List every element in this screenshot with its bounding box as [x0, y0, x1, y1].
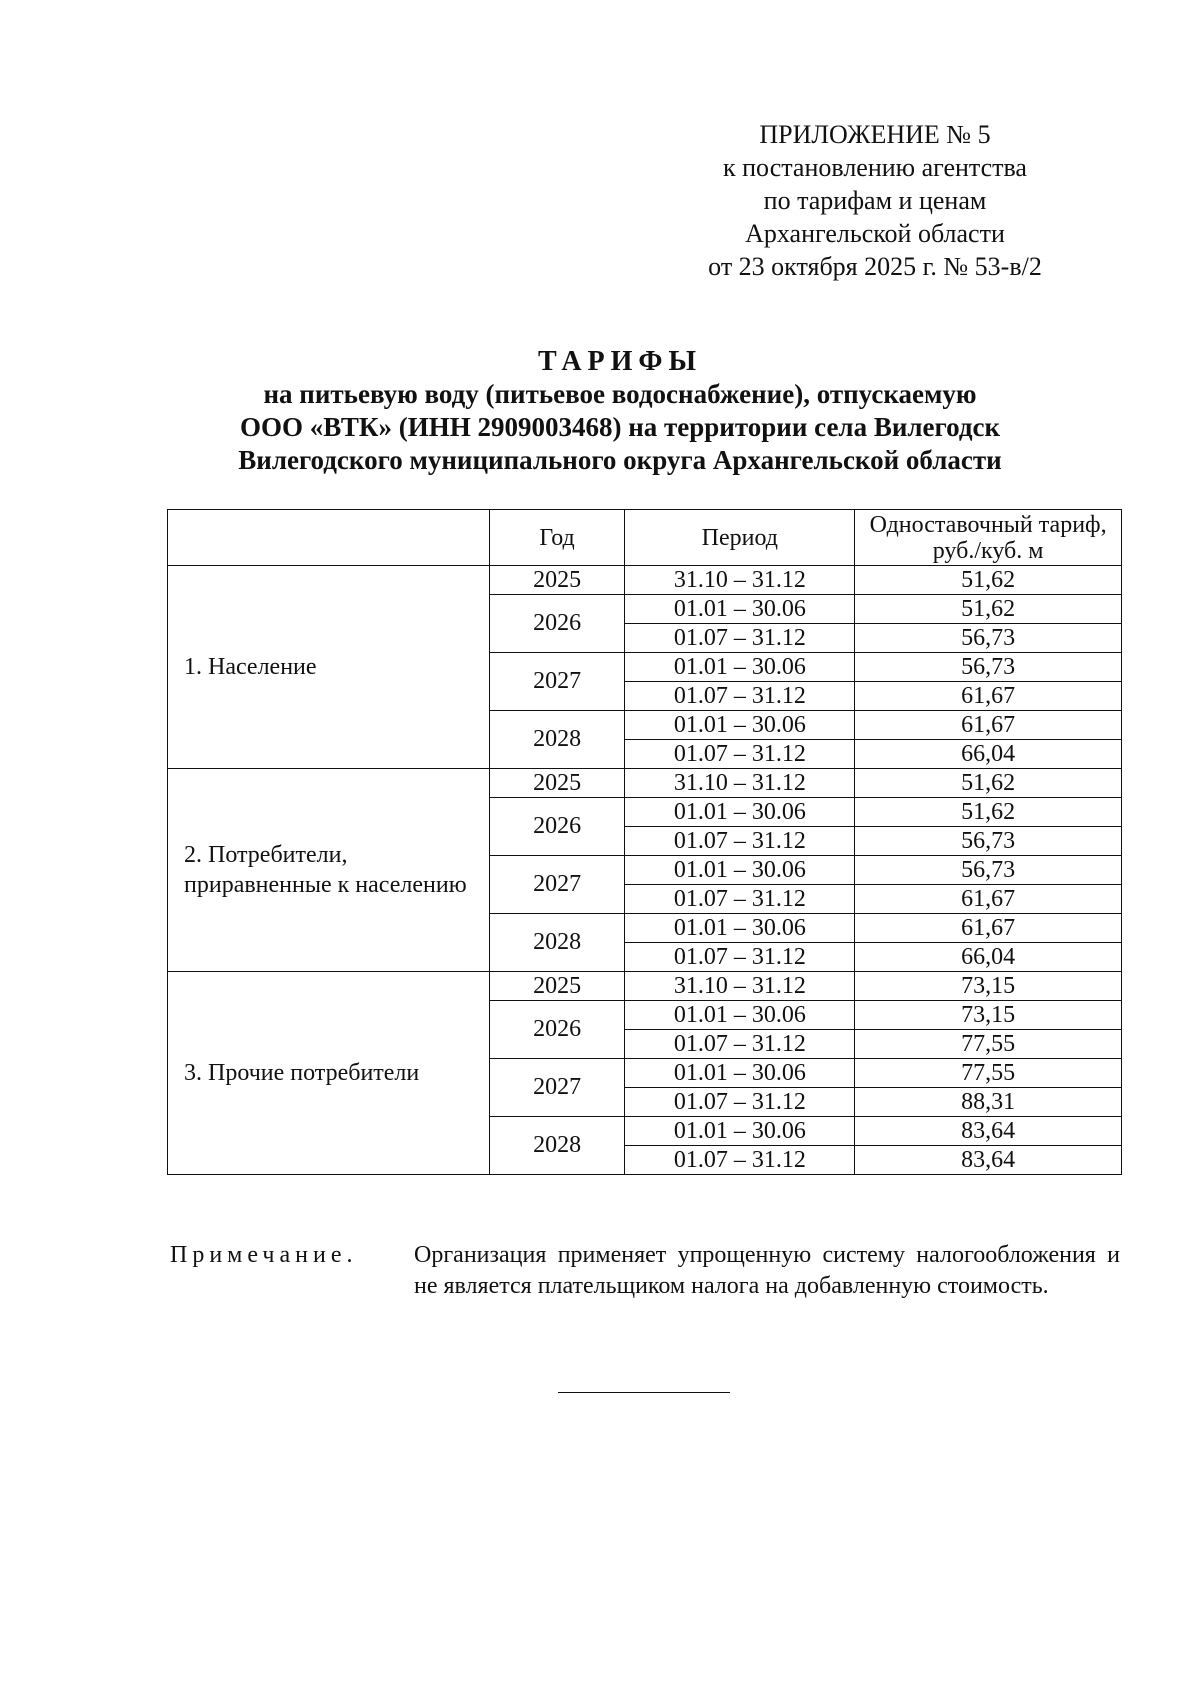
category-label: 1. Население	[184, 654, 317, 680]
tariff-cell: 61,67	[855, 885, 1122, 914]
period-cell: 01.01 – 30.06	[625, 914, 855, 943]
period-cell: 01.07 – 31.12	[625, 1088, 855, 1117]
table-header-row	[168, 510, 1122, 566]
year-cell: 2028	[489, 1117, 625, 1175]
period-cell: 01.01 – 30.06	[625, 595, 855, 624]
year-cell: 2027	[489, 856, 625, 914]
title-line: Вилегодского муниципального округа Архангельской области	[238, 445, 1002, 475]
appendix-date: от 23 октября 2025 г. № 53-в/2	[708, 252, 1042, 281]
year-cell: 2025	[489, 769, 625, 798]
period-cell: 01.01 – 30.06	[625, 1117, 855, 1146]
appendix-line: к постановлению агентства	[723, 153, 1027, 182]
year-cell: 2026	[489, 595, 625, 653]
header-tariff-line2: руб./куб. м	[932, 537, 1044, 564]
header-category	[168, 510, 490, 566]
period-cell: 01.01 – 30.06	[625, 1001, 855, 1030]
year-cell: 2027	[489, 653, 625, 711]
period-cell: 01.07 – 31.12	[625, 682, 855, 711]
tariff-cell: 77,55	[855, 1030, 1122, 1059]
title-line: ООО «ВТК» (ИНН 2909003468) на территории села Вилегодск	[239, 412, 1001, 442]
tariff-table	[167, 509, 1122, 1175]
header-tariff	[855, 510, 1122, 566]
tariff-cell: 77,55	[855, 1059, 1122, 1088]
tariff-cell: 56,73	[855, 624, 1122, 653]
tariff-cell: 51,62	[855, 798, 1122, 827]
tariff-cell: 56,73	[855, 653, 1122, 682]
note-text: Организация применяет упрощенную систему налогообложения и не является плательщиком налога на добавленную стоимость.	[414, 1242, 1120, 1299]
period-cell: 01.07 – 31.12	[625, 624, 855, 653]
note-label: Примечание.	[170, 1242, 358, 1268]
header-year: Год	[489, 510, 625, 566]
document-title	[120, 345, 1120, 477]
tariff-cell: 88,31	[855, 1088, 1122, 1117]
period-cell: 01.01 – 30.06	[625, 856, 855, 885]
tariff-cell: 51,62	[855, 769, 1122, 798]
tariff-cell: 66,04	[855, 740, 1122, 769]
period-cell: 01.01 – 30.06	[625, 653, 855, 682]
tariff-cell: 61,67	[855, 711, 1122, 740]
tariff-cell: 56,73	[855, 856, 1122, 885]
tariff-cell: 61,67	[855, 682, 1122, 711]
title-line: на питьевую воду (питьевое водоснабжение), отпускаемую	[263, 379, 977, 409]
table-row	[168, 769, 1122, 798]
period-cell: 31.10 – 31.12	[625, 972, 855, 1001]
category-cell	[168, 566, 490, 769]
category-label: 3. Прочие потребители	[184, 1060, 420, 1086]
period-cell: 01.01 – 30.06	[625, 711, 855, 740]
bottom-rule	[558, 1392, 730, 1393]
category-label-line2: приравненные к населению	[184, 872, 467, 898]
period-cell: 01.07 – 31.12	[625, 740, 855, 769]
tariff-table-body	[168, 566, 1122, 1175]
year-cell: 2025	[489, 972, 625, 1001]
year-cell: 2027	[489, 1059, 625, 1117]
period-cell: 31.10 – 31.12	[625, 769, 855, 798]
category-label: 2. Потребители,	[184, 842, 348, 868]
year-cell: 2028	[489, 914, 625, 972]
year-cell: 2026	[489, 1001, 625, 1059]
title-main: ТАРИФЫ	[538, 346, 702, 377]
appendix-line: по тарифам и ценам	[763, 186, 987, 215]
category-cell	[168, 769, 490, 972]
period-cell: 01.07 – 31.12	[625, 885, 855, 914]
tariff-cell: 73,15	[855, 972, 1122, 1001]
period-cell: 01.01 – 30.06	[625, 798, 855, 827]
tariff-cell: 56,73	[855, 827, 1122, 856]
period-cell: 01.07 – 31.12	[625, 943, 855, 972]
period-cell: 01.07 – 31.12	[625, 1146, 855, 1175]
period-cell: 31.10 – 31.12	[625, 566, 855, 595]
header-tariff-line1: Одноставочный тариф,	[869, 511, 1107, 538]
year-cell: 2028	[489, 711, 625, 769]
period-cell: 01.01 – 30.06	[625, 1059, 855, 1088]
tariff-cell: 73,15	[855, 1001, 1122, 1030]
header-period: Период	[625, 510, 855, 566]
tariff-cell: 51,62	[855, 566, 1122, 595]
year-cell: 2026	[489, 798, 625, 856]
tariff-cell: 83,64	[855, 1146, 1122, 1175]
appendix-number: ПРИЛОЖЕНИЕ № 5	[759, 120, 991, 149]
appendix-header	[640, 118, 1110, 283]
year-cell: 2025	[489, 566, 625, 595]
table-row	[168, 566, 1122, 595]
period-cell: 01.07 – 31.12	[625, 827, 855, 856]
period-cell: 01.07 – 31.12	[625, 1030, 855, 1059]
category-cell	[168, 972, 490, 1175]
tariff-cell: 66,04	[855, 943, 1122, 972]
table-row	[168, 972, 1122, 1001]
tariff-cell: 61,67	[855, 914, 1122, 943]
tariff-cell: 51,62	[855, 595, 1122, 624]
appendix-line: Архангельской области	[745, 219, 1005, 248]
tariff-cell: 83,64	[855, 1117, 1122, 1146]
